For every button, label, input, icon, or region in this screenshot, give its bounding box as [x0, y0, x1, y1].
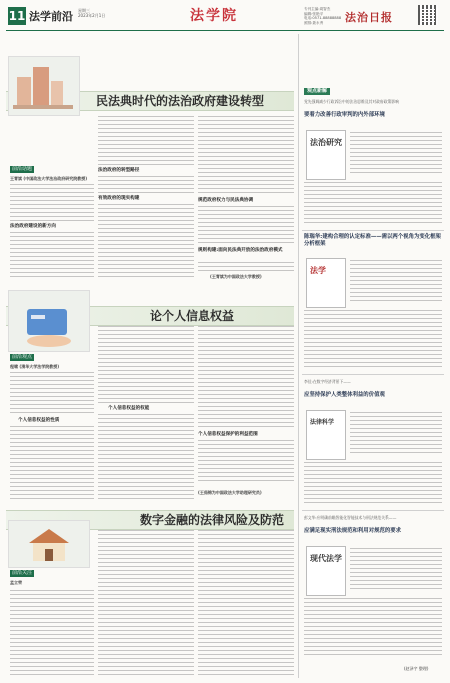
right-item-text-block — [350, 260, 442, 304]
article-2-illustration — [8, 290, 90, 352]
book-title: 法治研究 — [310, 137, 342, 147]
article-2-signature: (王茹锦为中国政法大学助理研究员) — [198, 490, 262, 495]
editor-line: 专刊主编:周智杰 — [304, 7, 331, 11]
house-illustration-icon — [9, 521, 89, 567]
article-2-text-block — [198, 326, 294, 430]
right-item-text-block — [350, 412, 442, 456]
right-item-headline: 应坚持保护人类整体利益的价值观 — [304, 392, 385, 398]
editor-line: 电话:0571-88888888 — [304, 16, 342, 21]
right-item-text-block — [350, 132, 442, 176]
article-1-headline: 民法典时代的法治政府建设转型 — [96, 94, 265, 108]
editor-line: 照排:聂永秀 — [304, 20, 324, 25]
article-3-tag: 前沿关注 — [12, 570, 33, 576]
right-item-intro: 李佳:在数字经济背景下—— — [304, 379, 351, 384]
right-item-book-cover — [306, 410, 346, 460]
article-1-text-block — [98, 116, 194, 166]
article-1-text-block — [98, 176, 194, 194]
issue-info — [78, 8, 105, 18]
article-2-text-block — [98, 414, 194, 500]
article-1-text-block — [98, 204, 194, 280]
article-3-author: 孟立荣 — [10, 580, 22, 585]
paper-logo: 法治日报 — [345, 11, 393, 24]
article-1-text-block — [198, 206, 294, 246]
right-column-tag: 观点新解 — [304, 88, 330, 95]
article-3-headline: 数字金融的法律风险及防范 — [140, 513, 285, 527]
article-1-subhead: 有效政府的现实构建 — [98, 196, 140, 201]
right-item-book-cover — [306, 258, 346, 308]
article-2-tag: 前沿观点 — [12, 354, 33, 360]
article-2-text-block — [98, 326, 194, 404]
article-2-headline: 论个人信息权益 — [150, 309, 235, 323]
article-2-text-block — [10, 426, 94, 500]
issue-weekday: 星期三 — [78, 8, 90, 13]
column-divider — [298, 34, 299, 678]
article-3-illustration — [8, 520, 90, 568]
article-3-text-block — [10, 590, 94, 676]
issue-date: 2023年2月1日 — [78, 13, 106, 18]
right-divider — [302, 230, 444, 231]
right-column-signature: (赵泽宇 整理) — [404, 666, 429, 671]
article-2-text-block — [198, 440, 294, 484]
card-hand-illustration-icon — [9, 291, 89, 351]
book-title: 法学 — [310, 265, 326, 275]
masthead-rule — [6, 30, 444, 31]
article-1-subhead: 规则构建:面向民法典开放的法治政府模式 — [198, 248, 283, 253]
article-1-subhead: 法治政府的转型路径 — [98, 168, 140, 173]
right-item-intro: 党先强调减少行政诉讼中的法治思维及其对政府政策影响 — [304, 99, 399, 104]
article-2-subhead: 个人信息权益的权能 — [108, 406, 150, 411]
right-item-headline: 要着力改善行政审判的内外部环境 — [304, 112, 385, 118]
right-item-text-block — [304, 310, 442, 370]
right-divider — [302, 374, 444, 375]
article-1-signature: (王青斌为中国政法大学教授) — [210, 274, 262, 279]
editor-info — [304, 7, 341, 25]
article-2-text-block — [10, 372, 94, 416]
article-2-author: 程啸 (清华大学法学院教授) — [10, 364, 60, 369]
section-name: 法学前沿 — [29, 10, 73, 23]
book-title: 法律科学 — [310, 419, 335, 426]
article-1-subhead: 规范政府权力与民法典协调 — [198, 198, 254, 203]
right-item-text-block — [304, 598, 442, 658]
article-1-illustration — [8, 56, 80, 116]
right-item-headline: 陈瑞华:建构合理的认定标准——需以两个视角为变化框架分析框架 — [304, 234, 441, 247]
article-1-tag: 前沿话题 — [12, 166, 33, 172]
right-item-text-block — [304, 182, 442, 226]
article-1-text-block — [198, 262, 294, 272]
right-item-book-cover — [306, 546, 346, 596]
article-1-text-block — [10, 184, 94, 222]
article-2-subhead: 个人信息权益保护的利益范围 — [198, 432, 258, 437]
article-3-text-block — [98, 530, 194, 676]
right-item-intro: 彭文华:应明确前瞻智能化智能技术与刑法规范关系—— — [304, 515, 397, 520]
right-item-text-block — [350, 548, 442, 592]
right-item-headline: 应满足现实刑法规范和利用对规范的要求 — [304, 528, 402, 534]
article-2-subhead: 个人信息权益的性质 — [18, 418, 60, 423]
column-title: 法学院 — [190, 8, 238, 24]
article-1-text-block — [10, 232, 94, 280]
article-3-text-block — [198, 530, 294, 676]
book-title: 现代法学 — [310, 553, 342, 563]
right-item-book-cover — [306, 130, 346, 180]
editor-line: 编辑:张艳平 — [304, 11, 324, 16]
article-1-subhead: 法治政府建设的新方向 — [10, 224, 56, 229]
right-item-text-block — [304, 462, 442, 506]
article-1-author: 王青斌 (中国政法大学法治政府研究院教授) — [10, 176, 88, 181]
qr-code-icon — [418, 5, 438, 25]
page-number: 11 — [8, 9, 26, 23]
buildings-illustration-icon — [9, 57, 79, 115]
right-divider — [302, 510, 444, 511]
article-1-text-block — [198, 116, 294, 196]
